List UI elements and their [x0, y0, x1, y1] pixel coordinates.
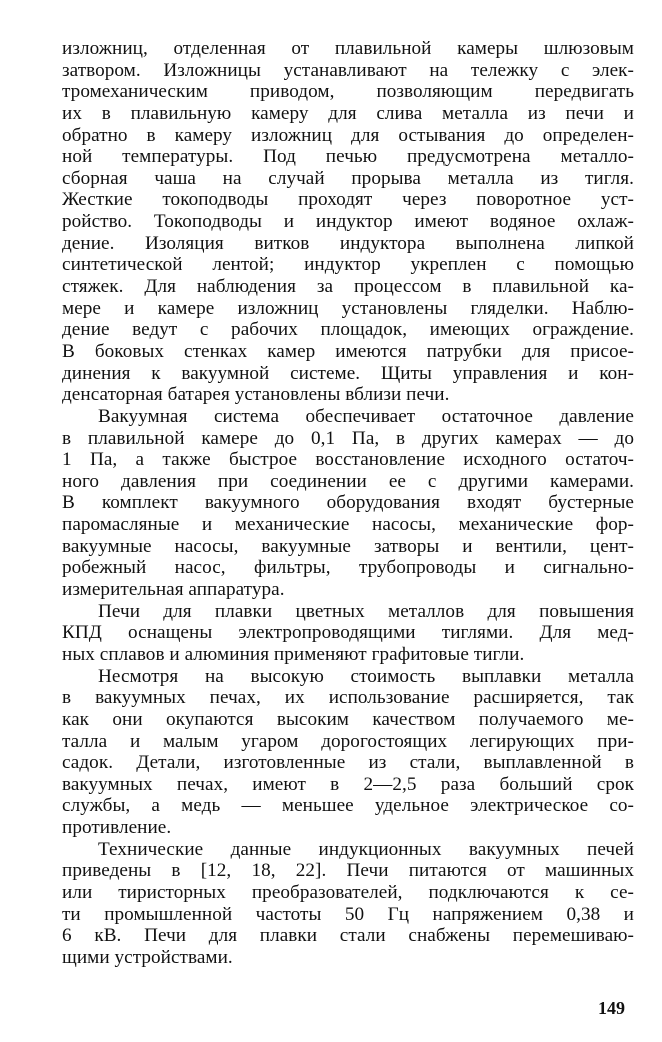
text-line: Технические данные индукционных вакуумных печей	[98, 838, 634, 860]
text-line: в плавильной камере до 0,1 Па, в других камерах — до	[62, 427, 634, 449]
text-line: или тиристорных преобразователей, подключаются к се-	[62, 881, 634, 903]
text-line: изложниц, отделенная от плавильной камеры шлюзовым	[62, 38, 634, 59]
text-line: службы, а медь — меньшее удельное электрическое со-	[62, 795, 634, 817]
text-line: обратно в камеру изложниц для остывания до определен-	[62, 124, 634, 146]
text-line: вакуумные насосы, вакуумные затворы и вентили, цент-	[62, 535, 634, 557]
text-line: талла и малым угаром дорогостоящих легирующих при-	[62, 730, 634, 752]
text-line: дение. Изоляция витков индуктора выполнена липкой	[62, 232, 634, 254]
text-line: 1 Па, а также быстрое восстановление исходного остаточ-	[62, 449, 634, 471]
text-line: ных сплавов и алюминия применяют графитовые тигли.	[62, 643, 525, 665]
text-line: КПД оснащены электропроводящими тиглями. Для мед-	[62, 622, 634, 644]
page-number: 149	[598, 998, 625, 1018]
text-line: Жесткие токоподводы проходят через поворотное уст-	[62, 189, 634, 211]
text-line: динения к вакуумной системе. Щиты управления и кон-	[62, 362, 634, 384]
text-line: стяжек. Для наблюдения за процессом в плавильной ка-	[62, 276, 634, 298]
text-line: денсаторная батарея установлены вблизи печи.	[62, 384, 450, 406]
text-line: затвором. Изложницы устанавливают на тележку с элек-	[62, 59, 634, 81]
text-line: измерительная аппаратура.	[62, 579, 285, 601]
text-line: ного давления при соединении ее с другими камерами.	[62, 470, 634, 492]
text-line: Печи для плавки цветных металлов для повышения	[98, 600, 634, 622]
text-line: сборная чаша на случай прорыва металла из тигля.	[62, 167, 634, 189]
body-text	[62, 38, 634, 969]
text-line: робежный насос, фильтры, трубопроводы и сигнально-	[62, 557, 634, 579]
text-line: как они окупаются высоким качеством получаемого ме-	[62, 708, 634, 730]
text-line: ройство. Токоподводы и индуктор имеют водяное охлаж-	[62, 211, 634, 233]
text-line: вакуумных печах, имеют в 2—2,5 раза больший срок	[62, 773, 634, 795]
text-line: щими устройствами.	[62, 946, 233, 968]
text-line: ной температуры. Под печью предусмотрена металло-	[62, 146, 634, 168]
text-line: мере и камере изложниц установлены гляделки. Наблю-	[62, 297, 634, 319]
text-line: садок. Детали, изготовленные из стали, выплавленной в	[62, 752, 634, 774]
text-line: В боковых стенках камер имеются патрубки для присое-	[62, 340, 634, 362]
text-line: Несмотря на высокую стоимость выплавки металла	[98, 665, 634, 687]
text-line: синтетической лентой; индуктор укреплен с помощью	[62, 254, 634, 276]
text-line: ти промышленной частоты 50 Гц напряжением 0,38 и	[62, 903, 634, 925]
text-line: 6 кВ. Печи для плавки стали снабжены перемешиваю-	[62, 925, 634, 947]
text-line: противление.	[62, 817, 172, 839]
text-line: приведены в [12, 18, 22]. Печи питаются от машинных	[62, 860, 634, 882]
text-line: В комплект вакуумного оборудования входят бустерные	[62, 492, 634, 514]
text-line: их в плавильную камеру для слива металла из печи и	[62, 102, 634, 124]
text-line: Вакуумная система обеспечивает остаточное давление	[98, 405, 634, 427]
text-line: в вакуумных печах, их использование расширяется, так	[62, 687, 634, 709]
text-line: тромеханическим приводом, позволяющим передвигать	[62, 81, 634, 103]
text-line: паромасляные и механические насосы, механические фор-	[62, 514, 634, 536]
text-line: дение ведут с рабочих площадок, имеющих ограждение.	[62, 319, 634, 341]
